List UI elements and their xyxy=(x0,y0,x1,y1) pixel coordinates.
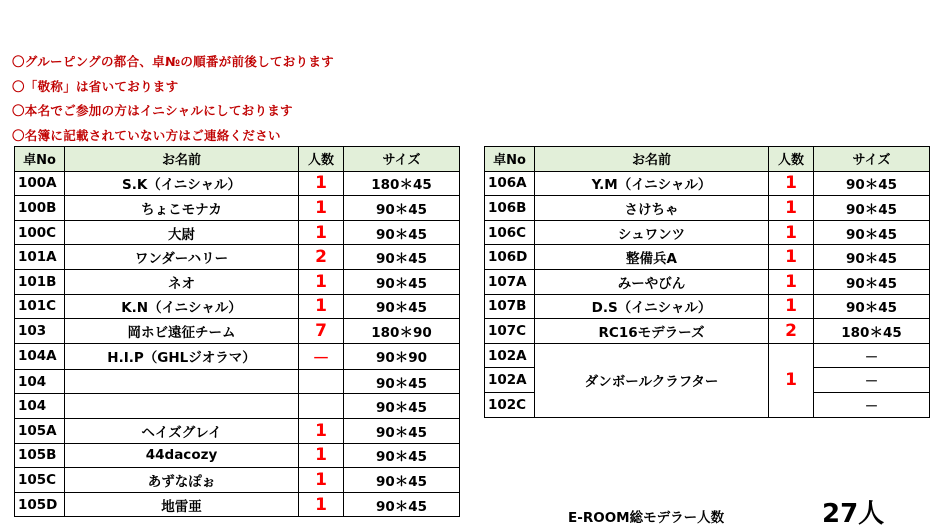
table-name-cell: S.K（イニシャル） xyxy=(65,171,299,196)
table-row xyxy=(485,171,930,196)
table-size-cell: 90＊45 xyxy=(344,294,460,319)
table-row xyxy=(15,418,460,443)
table-no-cell: 106B xyxy=(485,196,535,221)
table-left xyxy=(14,146,460,517)
table-size-cell: 90＊45 xyxy=(344,468,460,493)
header-size: サイズ xyxy=(814,147,930,172)
table-size-cell: 90＊90 xyxy=(344,343,460,369)
table-people-cell: 1 xyxy=(299,418,344,443)
header-people: 人数 xyxy=(769,147,814,172)
table-header-row xyxy=(15,147,460,172)
table-size-cell: 90＊45 xyxy=(344,369,460,394)
table-size-cell: 90＊45 xyxy=(344,443,460,468)
table-no-cell: 100A xyxy=(15,171,65,196)
table-people-cell xyxy=(299,369,344,394)
table-people-cell: 1 xyxy=(769,245,814,270)
table-name-cell xyxy=(65,369,299,394)
table-name-cell: K.N（イニシャル） xyxy=(65,294,299,319)
table-row xyxy=(15,343,460,369)
table-size-cell: － xyxy=(814,343,930,368)
table-no-cell: 100B xyxy=(15,196,65,221)
table-people-cell: 1 xyxy=(769,171,814,196)
table-name-cell: ワンダーハリー xyxy=(65,245,299,270)
header-no: 卓No xyxy=(485,147,535,172)
header-name: お名前 xyxy=(65,147,299,172)
table-size-cell: 90＊45 xyxy=(814,245,930,270)
table-name-cell: ダンボールクラフター xyxy=(535,343,769,417)
table-size-cell: 90＊45 xyxy=(344,245,460,270)
table-no-cell: 101B xyxy=(15,269,65,294)
table-name-cell: 岡ホビ遠征チーム xyxy=(65,319,299,344)
table-row xyxy=(15,245,460,270)
table-row xyxy=(15,369,460,394)
table-right xyxy=(484,146,930,418)
table-row xyxy=(485,245,930,270)
table-people-cell: 7 xyxy=(299,319,344,344)
table-people-cell: 1 xyxy=(299,468,344,493)
table-size-cell: 90＊45 xyxy=(344,220,460,245)
table-name-cell: D.S（イニシャル） xyxy=(535,294,769,319)
table-size-cell: 90＊45 xyxy=(814,220,930,245)
note-line: 〇名簿に記載されていない方はご連絡ください xyxy=(12,127,281,143)
table-name-cell: 44dacozy xyxy=(65,443,299,468)
table-no-cell: 106A xyxy=(485,171,535,196)
table-size-cell: 90＊45 xyxy=(814,196,930,221)
table-row xyxy=(15,319,460,344)
table-name-cell: 整備兵A xyxy=(535,245,769,270)
table-no-cell: 105D xyxy=(15,492,65,517)
table-no-cell: 107B xyxy=(485,294,535,319)
table-people-cell: 1 xyxy=(299,220,344,245)
table-people-cell: 1 xyxy=(299,196,344,221)
table-no-cell: 106C xyxy=(485,220,535,245)
table-people-cell: 1 xyxy=(299,269,344,294)
table-name-cell: H.I.P（GHLジオラマ） xyxy=(65,343,299,369)
table-name-cell: シュワンツ xyxy=(535,220,769,245)
table-row xyxy=(485,343,930,368)
table-people-cell: 1 xyxy=(299,171,344,196)
note-line: 〇グルーピングの都合、卓№の順番が前後しております xyxy=(12,54,334,69)
table-row xyxy=(485,196,930,221)
table-size-cell: 90＊45 xyxy=(344,418,460,443)
table-header-row xyxy=(485,147,930,172)
table-row xyxy=(15,269,460,294)
table-people-cell: 1 xyxy=(769,196,814,221)
table-right-body xyxy=(485,171,930,417)
table-no-cell: 102A xyxy=(485,343,535,368)
table-name-cell xyxy=(65,394,299,419)
table-no-cell: 104A xyxy=(15,343,65,369)
table-people-cell: 1 xyxy=(769,343,814,417)
table-people-cell: 1 xyxy=(299,294,344,319)
table-size-cell: － xyxy=(814,392,930,417)
table-size-cell: 180＊45 xyxy=(814,319,930,344)
table-size-cell: 90＊45 xyxy=(814,294,930,319)
table-people-cell: － xyxy=(299,343,344,369)
table-size-cell: － xyxy=(814,368,930,393)
table-size-cell: 90＊45 xyxy=(344,269,460,294)
table-size-cell: 180＊45 xyxy=(344,171,460,196)
table-row xyxy=(15,468,460,493)
table-no-cell: 102C xyxy=(485,392,535,417)
table-name-cell: Y.M（イニシャル） xyxy=(535,171,769,196)
table-size-cell: 90＊45 xyxy=(344,394,460,419)
table-no-cell: 100C xyxy=(15,220,65,245)
table-row xyxy=(485,269,930,294)
table-row xyxy=(15,294,460,319)
note-line: 〇本名でご参加の方はイニシャルにしております xyxy=(12,103,293,118)
table-no-cell: 104 xyxy=(15,394,65,419)
table-name-cell: ヘイズグレイ xyxy=(65,418,299,443)
table-left-body xyxy=(15,171,460,517)
table-row xyxy=(15,443,460,468)
table-people-cell: 2 xyxy=(769,319,814,344)
table-name-cell: さけちゃ xyxy=(535,196,769,221)
table-no-cell: 101A xyxy=(15,245,65,270)
table-row xyxy=(15,196,460,221)
notes-block xyxy=(12,50,334,148)
table-no-cell: 101C xyxy=(15,294,65,319)
table-size-cell: 90＊45 xyxy=(344,196,460,221)
table-no-cell: 107C xyxy=(485,319,535,344)
table-people-cell: 1 xyxy=(769,294,814,319)
table-no-cell: 107A xyxy=(485,269,535,294)
header-no: 卓No xyxy=(15,147,65,172)
table-name-cell: みーやびん xyxy=(535,269,769,294)
table-row xyxy=(485,220,930,245)
table-row xyxy=(485,294,930,319)
header-size: サイズ xyxy=(344,147,460,172)
table-no-cell: 105C xyxy=(15,468,65,493)
table-people-cell: 1 xyxy=(299,492,344,517)
table-no-cell: 102A xyxy=(485,368,535,393)
table-no-cell: 105A xyxy=(15,418,65,443)
header-people: 人数 xyxy=(299,147,344,172)
table-row xyxy=(15,171,460,196)
table-no-cell: 104 xyxy=(15,369,65,394)
table-people-cell xyxy=(299,394,344,419)
total-label: E-ROOM総モデラー人数 xyxy=(568,510,725,526)
table-row xyxy=(15,492,460,517)
table-row xyxy=(485,319,930,344)
table-people-cell: 1 xyxy=(769,220,814,245)
table-no-cell: 103 xyxy=(15,319,65,344)
table-name-cell: ネオ xyxy=(65,269,299,294)
table-no-cell: 106D xyxy=(485,245,535,270)
table-name-cell: 大尉 xyxy=(65,220,299,245)
note-line: 〇「敬称」は省いております xyxy=(12,78,179,94)
table-people-cell: 1 xyxy=(769,269,814,294)
table-name-cell: RC16モデラーズ xyxy=(535,319,769,344)
table-row xyxy=(15,220,460,245)
table-people-cell: 2 xyxy=(299,245,344,270)
header-name: お名前 xyxy=(535,147,769,172)
table-name-cell: ちょこモナカ xyxy=(65,196,299,221)
table-no-cell: 105B xyxy=(15,443,65,468)
table-people-cell: 1 xyxy=(299,443,344,468)
table-name-cell: あずなぽぉ xyxy=(65,468,299,493)
table-size-cell: 90＊45 xyxy=(344,492,460,517)
table-name-cell: 地雷亜 xyxy=(65,492,299,517)
total-value: 27人 xyxy=(822,499,885,529)
table-size-cell: 90＊45 xyxy=(814,269,930,294)
table-size-cell: 180＊90 xyxy=(344,319,460,344)
table-row xyxy=(15,394,460,419)
table-size-cell: 90＊45 xyxy=(814,171,930,196)
